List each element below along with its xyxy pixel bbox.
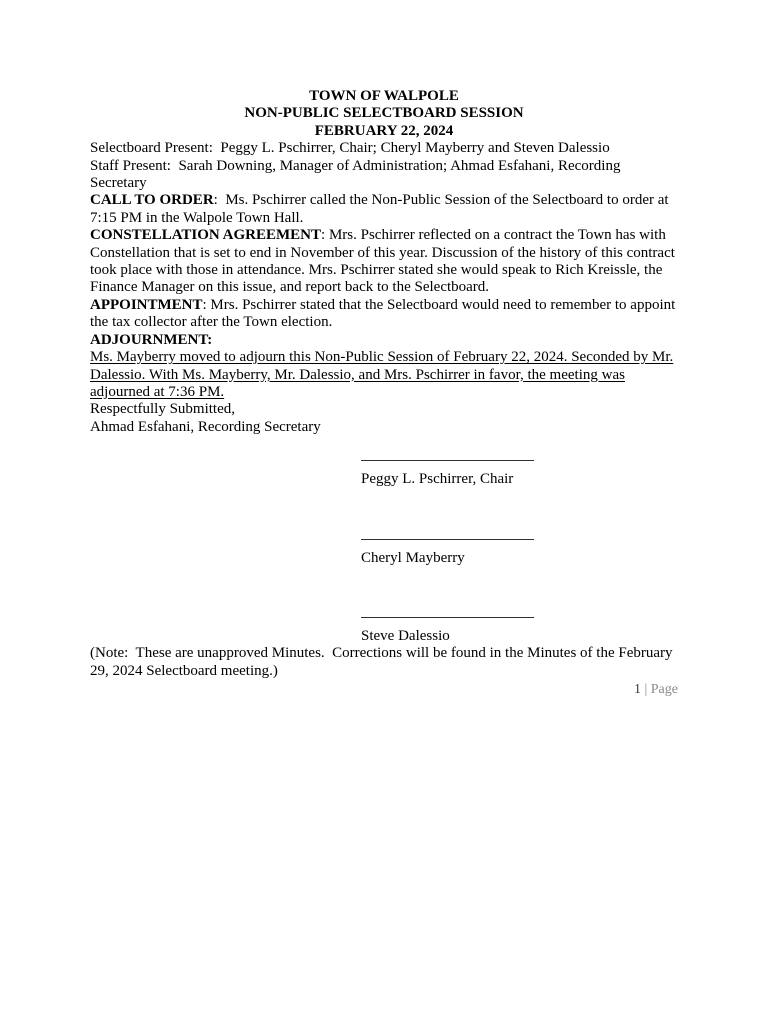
section-appointment [90,297,678,332]
title-line-date: FEBRUARY 22, 2024 [314,122,454,139]
signature-name-dalessio: Steve Dalessio [361,627,450,644]
title-line-town: TOWN OF WALPOLE [309,88,459,104]
call-to-order-text: : Ms. Pschirrer called the Non-Public Session of the Selectboard to order at 7:15 PM in the Walpole Town Hall. [90,192,673,226]
appointment-text: : Mrs. Pschirrer stated that the Selectboard would need to remember to appoint the tax collector after the Town election. [90,296,680,331]
page-footer [90,681,678,698]
adjournment-motion: Ms. Mayberry moved to adjourn this Non-Public Session of February 22, 2024. Seconded by Mr. Dalessio. With Ms. Mayberry, Mr. Dalessio, and Mrs. Pschirrer in favor, the meeting was adjourned at 7:36 PM. [90,349,674,400]
section-constellation-agreement [90,227,678,297]
call-to-order-heading: CALL TO ORDER [90,192,214,209]
unapproved-minutes-note: (Note: These are unapproved Minutes. Corrections will be found in the Minutes of the February 29, 2024 Selectboard meeting.) [90,645,677,679]
adjournment-heading: ADJOURNMENT: [90,331,213,348]
section-call-to-order [90,192,678,227]
appointment-heading: APPOINTMENT [90,296,203,313]
signature-name-chair: Peggy L. Pschirrer, Chair [361,471,514,488]
signature-line-mayberry [361,539,534,540]
signature-name-mayberry: Cheryl Mayberry [361,549,465,566]
staff-present-line: Staff Present: Sarah Downing, Manager of Administration; Ahmad Esfahani, Recording Secretary [90,157,625,192]
page-number: 1 [633,682,641,698]
signature-block [361,460,678,645]
signature-line-chair [361,460,534,461]
selectboard-present-line: Selectboard Present: Peggy L. Pschirrer, Chair; Cheryl Mayberry and Steven Dalessio [90,140,610,157]
constellation-agreement-heading: CONSTELLATION AGREEMENT [90,227,322,244]
page-label: | Page [640,682,678,698]
document-title [90,88,678,140]
closing-salutation: Respectfully Submitted, [90,401,235,418]
title-line-session: NON-PUBLIC SELECTBOARD SESSION [244,105,524,122]
closing-secretary: Ahmad Esfahani, Recording Secretary [90,418,321,435]
constellation-agreement-text: : Mrs. Pschirrer reflected on a contract the Town has with Constellation that is set to end in November of this year. Discussion of the history of this contract took place with those in attendance. Mrs. Pschirrer stated she would speak to Rich Kreissle, the Finance Manager on this issue, and report back to the Selectboard. [90,227,679,296]
signature-line-dalessio [361,617,534,618]
